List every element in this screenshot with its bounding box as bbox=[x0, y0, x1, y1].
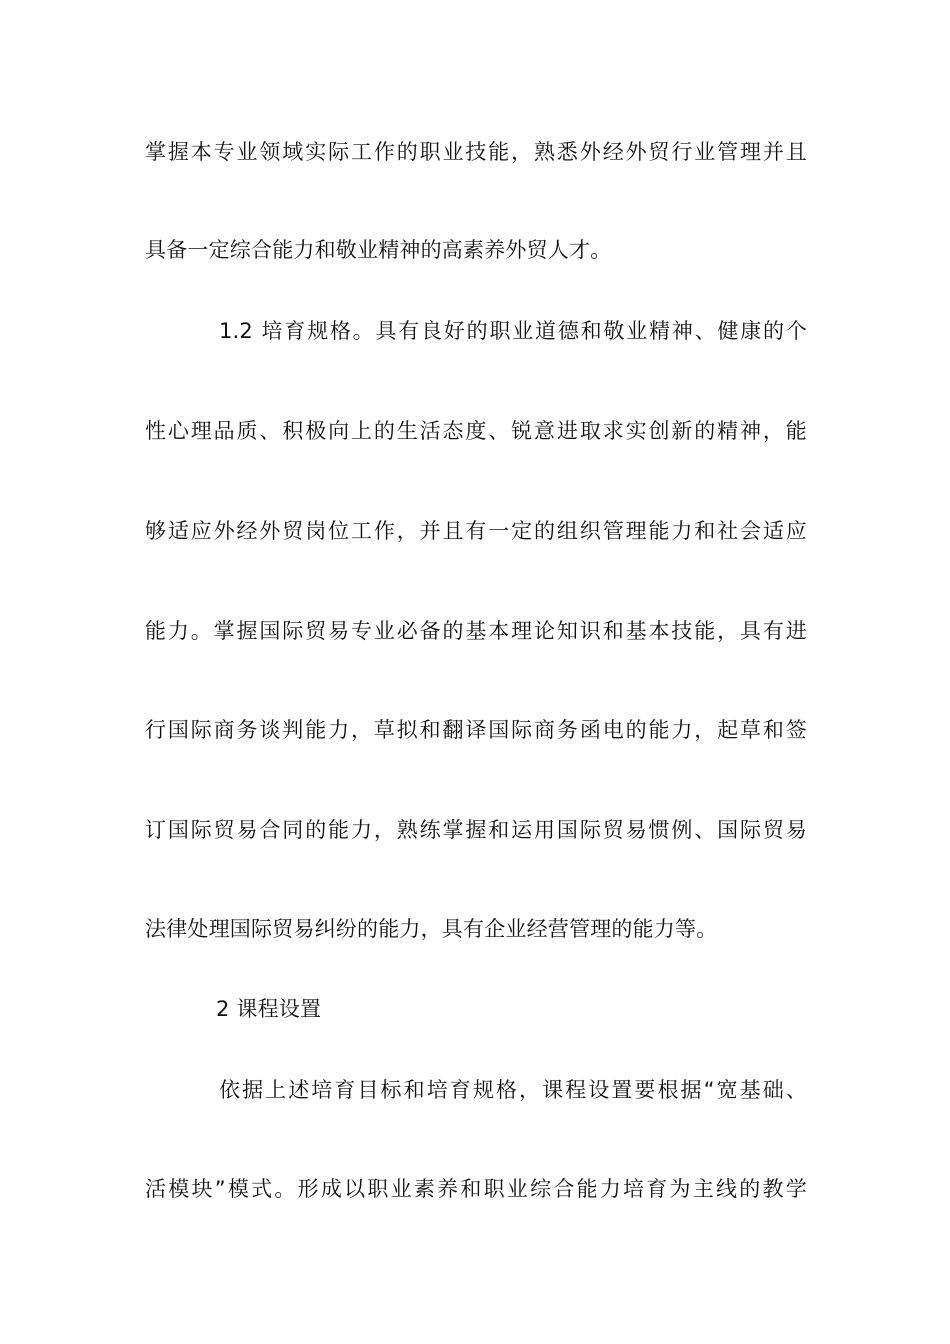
paragraph-line: 1.2 培育规格。具有良好的职业道德和敬业精神、健康的个 bbox=[219, 319, 807, 343]
paragraph-line: 具备一定综合能力和敬业精神的高素养外贸人才。 bbox=[145, 238, 612, 262]
section-heading: 2 课程设置 bbox=[216, 997, 322, 1021]
paragraph-line: 法律处理国际贸易纠纷的能力，具有企业经营管理的能力等。 bbox=[145, 917, 718, 941]
paragraph-line: 能力。掌握国际贸易专业必备的基本理论知识和基本技能，具有进 bbox=[145, 619, 807, 643]
paragraph-line: 掌握本专业领域实际工作的职业技能，熟悉外经外贸行业管理并且 bbox=[145, 140, 807, 164]
paragraph-line: 够适应外经外贸岗位工作，并且有一定的组织管理能力和社会适应 bbox=[145, 519, 807, 543]
paragraph-line: 性心理品质、积极向上的生活态度、锐意进取求实创新的精神，能 bbox=[145, 419, 807, 443]
paragraph-line: 活模块”模式。形成以职业素养和职业综合能力培育为主线的教学 bbox=[145, 1177, 807, 1201]
paragraph-line: 依据上述培育目标和培育规格，课程设置要根据“宽基础、 bbox=[219, 1078, 807, 1102]
paragraph-line: 订国际贸易合同的能力，熟练掌握和运用国际贸易惯例、国际贸易 bbox=[145, 818, 807, 842]
paragraph-line: 行国际商务谈判能力，草拟和翻译国际商务函电的能力，起草和签 bbox=[145, 718, 807, 742]
